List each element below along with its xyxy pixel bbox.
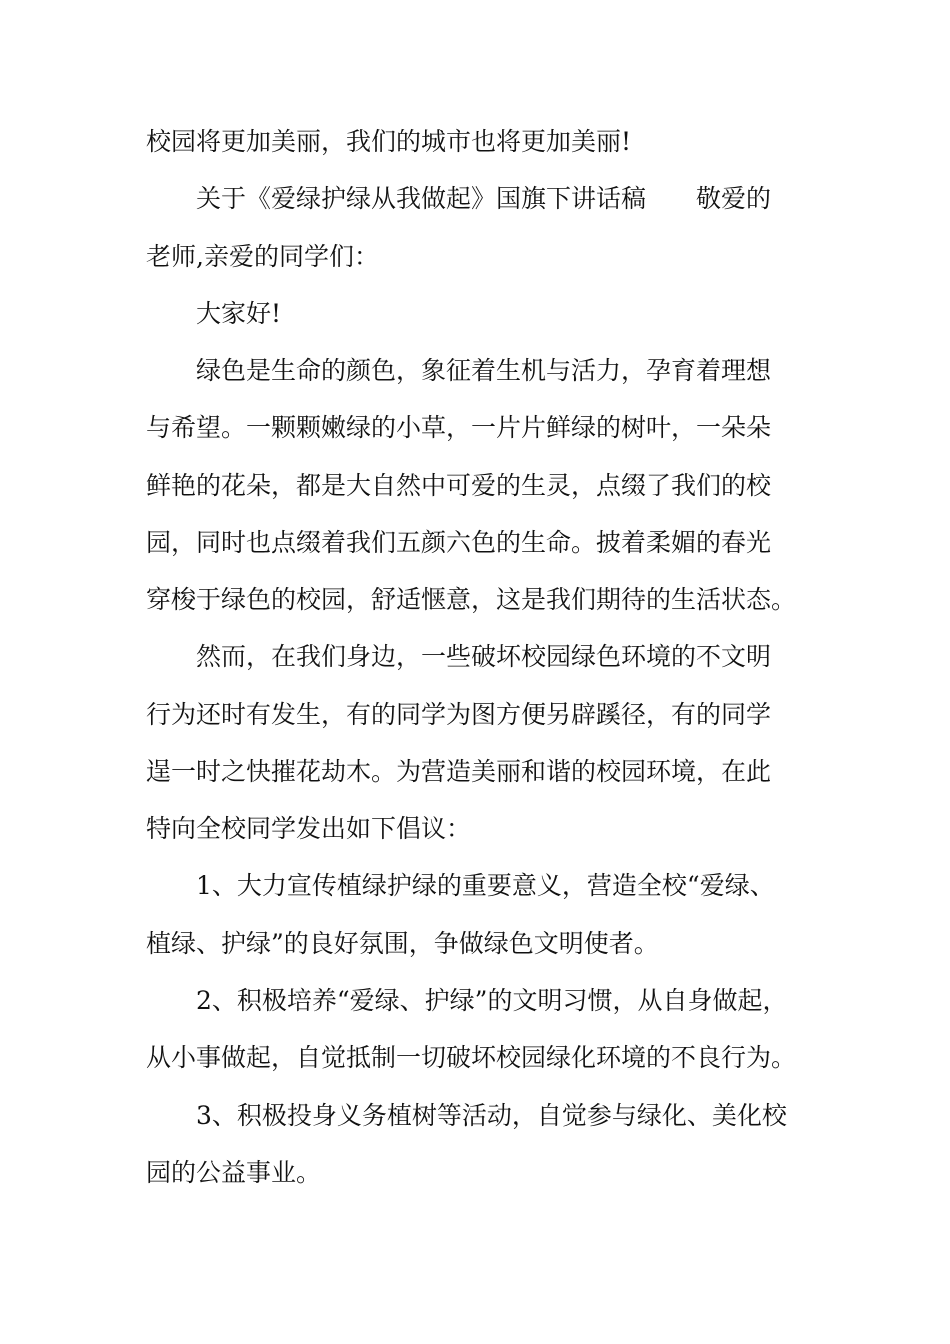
text-line-12: 逞一时之快摧花劫木。为营造美丽和谐的校园环境，在此: [146, 757, 772, 786]
text-line-18: 3、积极投身义务植树等活动，自觉参与绿化、美化校: [196, 1101, 787, 1130]
text-line-19: 园的公益事业。: [146, 1158, 322, 1187]
text-line-2: 关于《爱绿护绿从我做起》国旗下讲话稿 敬爱的: [196, 184, 772, 213]
text-line-9: 穿梭于绿色的校园，舒适惬意，这是我们期待的生活状态。: [146, 585, 797, 614]
text-line-1: 校园将更加美丽，我们的城市也将更加美丽!: [146, 127, 632, 156]
text-line-8: 园，同时也点缀着我们五颜六色的生命。披着柔媚的春光: [146, 528, 772, 557]
text-line-16: 2、积极培养“爱绿、护绿”的文明习惯，从自身做起，: [196, 986, 788, 1015]
text-line-14: 1、大力宣传植绿护绿的重要意义，营造全校“爱绿、: [196, 871, 775, 900]
text-line-7: 鲜艳的花朵，都是大自然中可爱的生灵，点缀了我们的校: [146, 471, 772, 500]
text-line-13: 特向全校同学发出如下倡议：: [146, 814, 472, 843]
text-line-6: 与希望。一颗颗嫩绿的小草，一片片鲜绿的树叶，一朵朵: [146, 413, 772, 442]
text-line-4: 大家好!: [196, 299, 282, 328]
text-line-10: 然而，在我们身边，一些破坏校园绿色环境的不文明: [196, 642, 772, 671]
text-line-17: 从小事做起，自觉抵制一切破坏校园绿化环境的不良行为。: [146, 1043, 797, 1072]
text-line-15: 植绿、护绿”的良好氛围，争做绿色文明使者。: [146, 929, 659, 958]
text-line-5: 绿色是生命的颜色，象征着生机与活力，孕育着理想: [196, 356, 772, 385]
text-line-11: 行为还时有发生，有的同学为图方便另辟蹊径，有的同学: [146, 700, 772, 729]
text-line-3: 老师,亲爱的同学们：: [146, 242, 379, 271]
